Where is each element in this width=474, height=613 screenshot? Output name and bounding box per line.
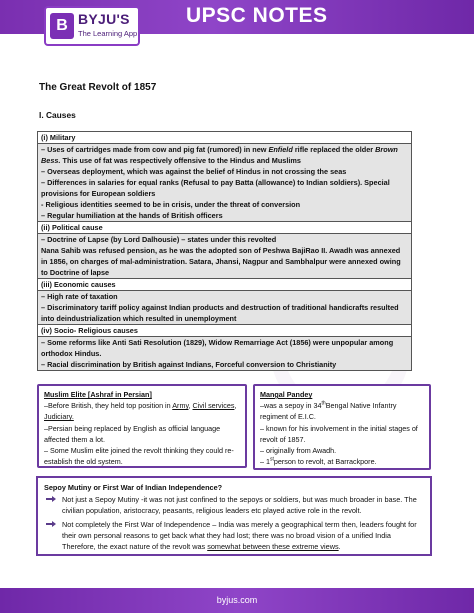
muslim-elite-line — [44, 400, 240, 422]
army-link[interactable]: Army — [172, 401, 189, 411]
muslim-elite-line: –Persian being replaced by English as official language affected them a lot. — [44, 423, 221, 444]
mangal-pandey-title: Mangal Pandey — [260, 390, 313, 399]
military-heading-cell — [38, 132, 411, 144]
economic-heading: (iii) Economic causes — [41, 280, 116, 289]
political-body-cell — [38, 234, 411, 279]
document-title: The Great Revolt of 1857 — [39, 82, 157, 93]
pandey-text: Bengal Native Infantry regiment of E.I.C. — [260, 401, 397, 422]
religious-heading: (iv) Socio- Religious causes — [41, 326, 138, 335]
economic-body-cell — [38, 291, 411, 325]
military-item: - Religious identities seemed to be in crisis, under the threat of conversion — [41, 200, 301, 209]
military-item — [41, 144, 408, 166]
religious-item: – Racial discrimination by British against Indians, Forceful conversion to Christianity — [41, 360, 337, 369]
muslim-elite-box — [37, 384, 247, 468]
pandey-text: person to revolt, at Barrackpore. — [273, 457, 377, 467]
hand-pointer-icon — [46, 495, 56, 503]
logo-tagline: The Learning App — [78, 29, 138, 38]
military-text-brownbess: Brown Bess. — [41, 145, 398, 165]
muslim-elite-title: Muslim Elite [Ashraf in Persian] — [44, 390, 152, 399]
sepoy-point-text: Not completely the First War of Independence – India was merely a geographical term then, leaders fought for their own personal reasons to get back what they had lost; there was no broad vision of a unified India Therefore, the exact nature of the revolt was — [62, 520, 417, 551]
religious-body-cell — [38, 337, 411, 370]
economic-item: – High rate of taxation — [41, 292, 118, 301]
mangal-pandey-line: – originally from Awadh. — [260, 446, 337, 456]
mangal-pandey-line — [260, 400, 424, 422]
pandey-sup: th — [321, 400, 326, 407]
logo-mark-icon: B — [50, 13, 74, 39]
mangal-pandey-line: – known for his involvement in the initial stages of revolt of 1857. — [260, 423, 418, 444]
sepoy-mutiny-title: Sepoy Mutiny or First War of Indian Independence? — [44, 483, 223, 492]
military-body-cell — [38, 144, 411, 222]
separator: , — [188, 401, 191, 411]
footer-bar — [0, 588, 474, 613]
military-text: This use of fat was respectively offensive to the Hindus and Muslims — [62, 156, 301, 165]
judiciary-link[interactable]: Judiciary. — [44, 412, 74, 422]
religious-item: – Some reforms like Anti Sati Resolution (1829), Widow Remarriage Act (1856) were unpopular among orthodox Hindus. — [41, 338, 394, 358]
political-heading-cell — [38, 222, 411, 234]
mangal-pandey-line — [260, 456, 424, 467]
section-heading: I. Causes — [39, 110, 76, 120]
political-heading: (ii) Political cause — [41, 223, 103, 232]
political-item: – Doctrine of Lapse (by Lord Dalhousie) – states under this revolted — [41, 235, 277, 244]
civil-services-link[interactable]: Civil services — [192, 401, 235, 411]
economic-item: – Discriminatory tariff policy against Indian products and destruction of traditional handicrafts resulted into deindustrialization which resulted in unemployment — [41, 303, 399, 323]
mangal-pandey-box — [253, 384, 431, 470]
political-item: Nana Sahib was refused pension, as he was the adopted son of Peshwa BajiRao II. Awadh was annexed in 1856, on charges of mal-administration. Satara, Jhansi, Nagpur and Sambhalpur were annexed owing to Doctrine of lapse — [41, 246, 401, 277]
pandey-text: – 1 — [260, 457, 270, 467]
military-heading: (i) Military — [41, 133, 76, 142]
military-text: rifle replaced the older — [294, 145, 374, 154]
sepoy-point — [44, 494, 424, 516]
economic-heading-cell — [38, 279, 411, 291]
hand-pointer-icon — [46, 520, 56, 528]
religious-heading-cell — [38, 325, 411, 337]
pandey-sup: st — [270, 456, 274, 463]
military-item: – Regular humiliation at the hands of British officers — [41, 211, 223, 220]
sepoy-point — [44, 519, 424, 552]
causes-table — [37, 131, 412, 371]
muslim-elite-text: –Before British, they held top position in — [44, 401, 171, 411]
sepoy-point-underlined: somewhat between these extreme views — [207, 542, 339, 551]
military-text: – Uses of cartridges made from cow and pig fat (rumored) in new — [41, 145, 267, 154]
military-item: – Differences in salaries for equal ranks (Refusal to pay Batta (allowance) to Indian soldiers). Special provisions for European soldiers — [41, 178, 390, 198]
byjus-logo[interactable] — [44, 6, 140, 46]
separator: , — [234, 401, 237, 411]
military-item: – Overseas deployment, which was against the belief of Hindus in not crossing the seas — [41, 167, 347, 176]
military-text-enfield: Enfield — [268, 145, 293, 154]
muslim-elite-line: – Some Muslim elite joined the revolt thinking they could re-establish the old system. — [44, 446, 234, 467]
footer-link[interactable]: byjus.com — [216, 595, 258, 605]
sepoy-point-end: . — [338, 542, 341, 551]
sepoy-mutiny-box — [36, 476, 432, 556]
logo-name: BYJU'S — [78, 11, 130, 27]
pandey-text: –was a sepoy in 34 — [260, 401, 322, 411]
sepoy-point-text: Not just a Sepoy Mutiny -it was not just confined to the sepoys or soldiers, but was much broader in base. The civilian population, aristocracy, peasants, religious leaders etc played active role in the revolt. — [62, 495, 417, 515]
header-title: UPSC NOTES — [186, 4, 328, 27]
